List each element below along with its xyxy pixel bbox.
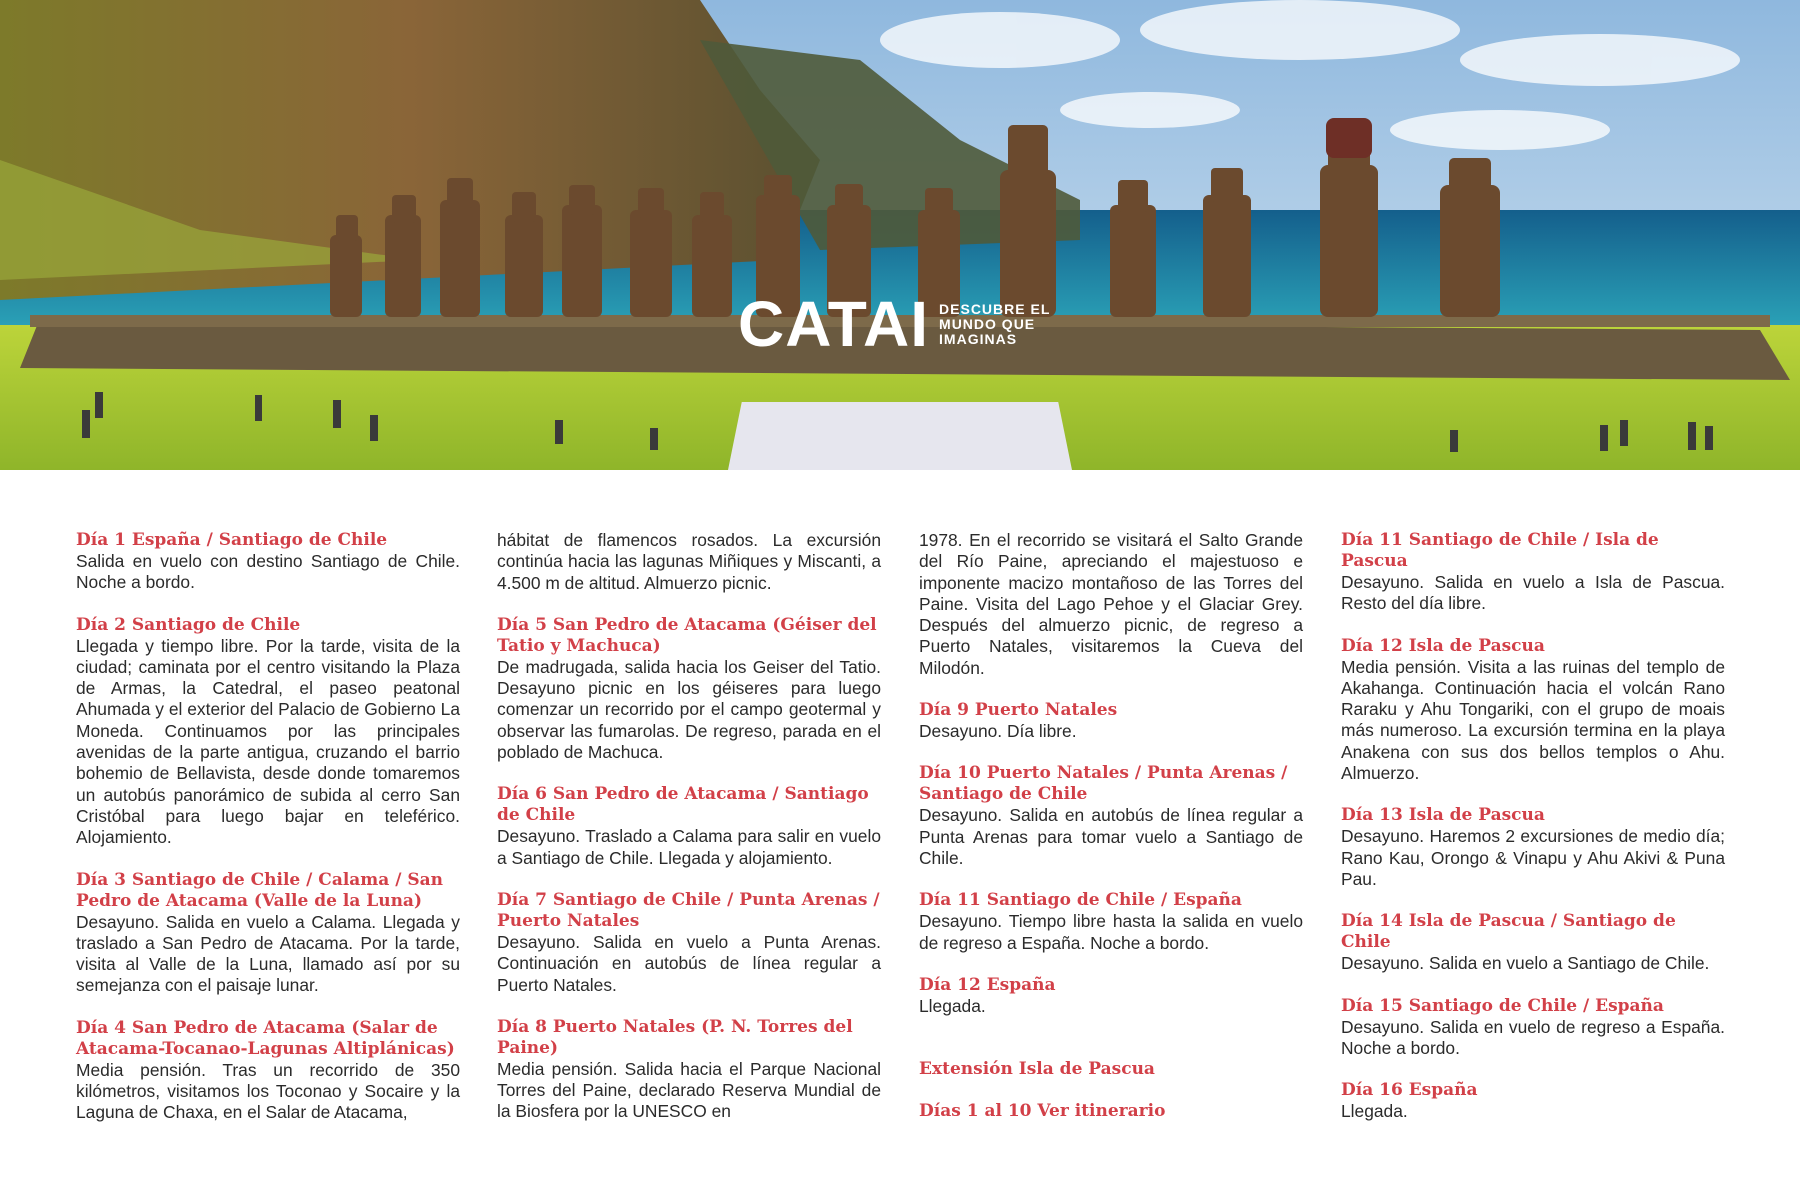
- itinerary-day: [919, 763, 1303, 869]
- day-title: Día 11 Santiago de Chile / Isla de Pascua: [1341, 530, 1659, 571]
- itinerary-day: [919, 975, 1303, 1017]
- day-description: Media pensión. Visita a las ruinas del templo de Akahanga. Continuación hacia el volcán Rano Raraku y Ahu Tongariki, con el grupo de moais más numeroso. La excursión termina en la playa Anakena con sus dos bellos templos o Ahu. Almuerzo.: [1341, 656, 1725, 784]
- itinerary-day: [76, 530, 460, 594]
- itinerary-day: [1341, 636, 1725, 785]
- day-description: Salida en vuelo con destino Santiago de Chile. Noche a bordo.: [76, 551, 460, 593]
- moai-statues-photo: [0, 0, 1800, 470]
- day-description: Desayuno. Salida en vuelo de regreso a España. Noche a bordo.: [1341, 1016, 1725, 1058]
- logo-tagline: [939, 302, 1050, 347]
- day-title: Día 2 Santiago de Chile: [76, 614, 301, 635]
- day-description: De madrugada, salida hacia los Geiser del Tatio. Desayuno picnic en los géiseres para luego comenzar un recorrido por el campo geotermal y observar las fumarolas. De regreso, parada en el poblado de Machuca.: [497, 656, 881, 763]
- itinerary-day: [919, 700, 1303, 742]
- day-title: Día 6 San Pedro de Atacama / Santiago de Chile: [497, 784, 869, 826]
- day-title: Día 9 Puerto Natales: [919, 700, 1118, 721]
- itinerary: [76, 530, 1726, 1150]
- itinerary-day: [497, 1017, 881, 1123]
- day-title: Día 8 Puerto Natales (P. N. Torres del Paine): [497, 1016, 853, 1058]
- day-title: Día 12 Isla de Pascua: [1341, 635, 1545, 656]
- itinerary-day: [1341, 530, 1725, 615]
- day-title: Día 13 Isla de Pascua: [1341, 805, 1545, 826]
- day-description: Desayuno. Traslado a Calama para salir en vuelo a Santiago de Chile. Llegada y alojamiento.: [497, 826, 881, 868]
- hero-photo: [0, 0, 1800, 470]
- itinerary-column-1: [76, 530, 460, 1145]
- header-tab-shape: [728, 402, 1072, 470]
- tagline-line: DESCUBRE EL: [939, 300, 1051, 317]
- day-description: Desayuno. Salida en autobús de línea regular a Punta Arenas para tomar vuelo a Santiago de Chile.: [919, 805, 1303, 868]
- day-title: Día 4 San Pedro de Atacama (Salar de Atacama-Tocanao-Lagunas Altiplánicas): [76, 1017, 455, 1059]
- day-title: Día 15 Santiago de Chile / España: [1341, 995, 1664, 1016]
- day-title: Día 12 España: [919, 974, 1056, 995]
- day-title: Día 1 España / Santiago de Chile: [76, 530, 388, 550]
- itinerary-column-3: [919, 530, 1303, 1143]
- day-description: Desayuno. Salida en vuelo a Punta Arenas. Continuación en autobús de línea regular a Puerto Natales.: [497, 931, 881, 995]
- itinerary-day: [76, 1018, 460, 1124]
- itinerary-day: [497, 784, 881, 869]
- day-title: Día 10 Puerto Natales / Punta Arenas / Santiago de Chile: [919, 763, 1288, 805]
- itinerary-column-2: [497, 530, 881, 1144]
- day-title: Día 3 Santiago de Chile / Calama / San Pedro de Atacama (Valle de la Luna): [76, 869, 444, 911]
- itinerary-day: [76, 615, 460, 849]
- extension-note: Días 1 al 10 Ver itinerario: [919, 1101, 1166, 1122]
- day-description: Desayuno. Día libre.: [919, 721, 1077, 742]
- itinerary-day: [919, 890, 1303, 954]
- day-description: Media pensión. Tras un recorrido de 350 kilómetros, visitamos los Toconao y Socaire y la Laguna de Chaxa, en el Salar de Atacama,: [76, 1059, 460, 1123]
- day-title: Día 16 España: [1341, 1080, 1478, 1101]
- tagline-line: MUNDO QUE: [939, 315, 1036, 332]
- itinerary-column-4: [1341, 530, 1725, 1143]
- itinerary-day: [1341, 996, 1725, 1060]
- extension-title: Extensión Isla de Pascua: [919, 1059, 1155, 1080]
- itinerary-day: [497, 890, 881, 996]
- day-title: Día 7 Santiago de Chile / Punta Arenas / Puerto Natales: [497, 889, 880, 931]
- day-description: Desayuno. Salida en vuelo a Calama. Llegada y traslado a San Pedro de Atacama. Por la tarde, visita al Valle de la Luna, llamado así por su semejanza con el paisaje lunar.: [76, 911, 460, 996]
- itinerary-day: [1341, 911, 1725, 974]
- day-title: Día 11 Santiago de Chile / España: [919, 890, 1242, 911]
- itinerary-day: [1341, 1080, 1725, 1122]
- itinerary-day: [1341, 805, 1725, 890]
- day-description: Llegada y tiempo libre. Por la tarde, visita de la ciudad; caminata por el centro visitando la Plaza de Armas, la Catedral, el paseo peatonal Ahumada y el exterior del Palacio de Gobierno La Moneda. Continuamos por las principales avenidas de la parte antigua, cruzando el barrio bohemio de Bellavista, desde donde tomaremos un autobús panorámico de subida al cerro San Cristóbal para luego bajar en teleférico. Alojamiento.: [76, 635, 460, 848]
- day-description: Media pensión. Salida hacia el Parque Nacional Torres del Paine, declarado Reserva Mundial de la Biosfera por la UNESCO en: [497, 1058, 881, 1122]
- day-description: Llegada.: [1341, 1101, 1408, 1122]
- itinerary-day: [497, 615, 881, 763]
- day-description: Desayuno. Salida en vuelo a Santiago de Chile.: [1341, 953, 1710, 974]
- day-description: Llegada.: [919, 995, 986, 1016]
- day-description-continued: hábitat de flamencos rosados. La excursión continúa hacia las lagunas Miñiques y Miscanti, a 4.500 m de altitud. Almuerzo picnic.: [497, 530, 881, 593]
- catai-logo: [738, 288, 1051, 360]
- day-description-continued: 1978. En el recorrido se visitará el Salto Grande del Río Paine, apreciando el majestuoso e imponente macizo montañoso de las Torres del Paine. Visita del Lago Pehoe y el Glaciar Grey. Después del almuerzo picnic, de regreso a Puerto Natales, visitaremos la Cueva del Milodón.: [919, 530, 1303, 678]
- tagline-line: IMAGINAS: [939, 330, 1018, 347]
- day-title: Día 5 San Pedro de Atacama (Géiser del Tatio y Machuca): [497, 614, 877, 656]
- itinerary-day: [76, 870, 460, 997]
- day-description: Desayuno. Haremos 2 excursiones de medio día; Rano Kau, Orongo & Vinapu y Ahu Akivi & Puna Pau.: [1341, 826, 1725, 889]
- day-description: Desayuno. Salida en vuelo a Isla de Pascua. Resto del día libre.: [1341, 572, 1725, 614]
- logo-wordmark: CATAI: [738, 288, 930, 360]
- day-description: Desayuno. Tiempo libre hasta la salida en vuelo de regreso a España. Noche a bordo.: [919, 911, 1303, 953]
- day-title: Día 14 Isla de Pascua / Santiago de Chile: [1341, 911, 1676, 953]
